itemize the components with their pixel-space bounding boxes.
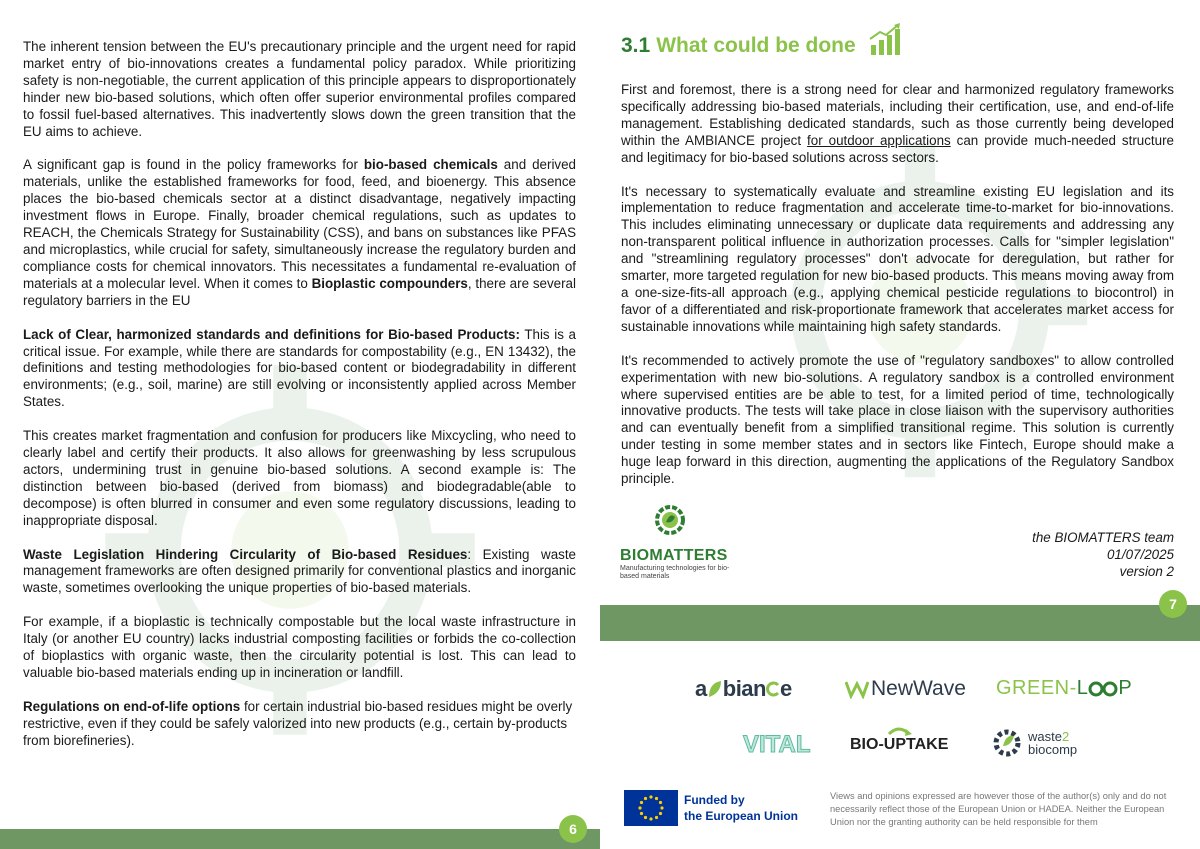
left-text-column <box>23 39 576 767</box>
logo-text: waste <box>1028 729 1062 744</box>
logo-text: L <box>1076 677 1089 699</box>
text-span: and derived materials, unlike the established frameworks for food, feed, and bioenergy. This absence places the bio-based chemicals sector at a distinct disadvantage, negatively impacting investment flows in Europe. Finally, broader chemical regulations, such as updates to REACH, the Chemicals Strategy for Sustainability (CSS), and bans on substances like PFAS and microplastics, while crucial for safety, simultaneously increase the regulatory burden and compliance costs for chemical innovators. This necessitates a fundamental re-evaluation of materials at a molecular level. When it comes to <box>23 157 577 291</box>
text-span: This is a critical issue. For example, while there are standards for compostability (e.g., EN 13432), the definitions and testing methodologies for bio-based content or biodegradability in different environments; (e.g., soil, marine) are still evolving or inconsistently applied across Member States. <box>23 326 576 410</box>
paragraph: For example, if a bioplastic is technically compostable but the local waste infrastructure in Italy (or another EU country) lacks industrial composting facilities or forbids the co-collection of bioplastics with organic waste, then the circularity potential is lost. This can lead to valuable bio-based materials ending up in incineration or landfill. <box>23 614 576 680</box>
biomatters-gear-icon <box>650 500 690 540</box>
eu-funding-text <box>684 792 798 824</box>
text-span: A significant gap is found in the policy frameworks for <box>23 157 364 173</box>
paragraph <box>23 699 576 750</box>
logo-text: a <box>695 676 707 701</box>
logo-text: bian <box>722 676 766 701</box>
bold-term: Lack of Clear, harmonized standards and definitions for Bio-based Products: <box>23 326 520 342</box>
logo-text: P <box>1118 677 1133 699</box>
signature-version: version 2 <box>1119 564 1174 579</box>
recycle-arrows-icon <box>886 726 912 736</box>
logo-text: NewWave <box>871 677 966 700</box>
signature-block <box>1032 529 1174 580</box>
paragraph: It's recommended to actively promote the use of "regulatory sandboxes" to allow controlled experimentation with new bio-solutions. A regulatory sandbox is a controlled environment where supervised entities are be able to test, for a limited period of time, technologically innovative products. The tests will take place in close liaison with the supervisory authorities and can eventually benefit from a simplified transitional regime. This solution is currently under testing in some member states and in sectors like Fintech, Europe should make a huge leap forward in this direction, augmenting the applications of the Regulatory Sandbox principle. <box>621 352 1174 487</box>
footer-bar <box>600 605 1200 641</box>
biomatters-logo <box>620 500 760 581</box>
biomatters-name: BIOMATTERS <box>620 547 728 564</box>
w-wave-icon <box>845 679 869 699</box>
waste2biocomp-logo <box>990 726 1077 760</box>
bold-term: Regulations on end-of-life options <box>23 698 241 714</box>
bold-term: bio-based chemicals <box>363 157 498 173</box>
text-span: : Existing waste management frameworks are often designed primarily for conventional plastics and inorganic waste, sometimes overlooking the unique properties of bio-based materials. <box>23 546 577 596</box>
page-number: 6 <box>559 815 587 843</box>
paragraph <box>23 547 576 598</box>
c-leaf-icon <box>766 680 780 698</box>
paragraph <box>23 157 576 309</box>
leaf-icon <box>707 679 723 699</box>
eu-line: the European Union <box>684 809 798 823</box>
biomatters-tagline: Manufacturing technologies for bio-based materials <box>620 565 730 580</box>
newwave-logo <box>845 677 966 701</box>
eu-flag-icon <box>624 790 678 826</box>
paragraph: It's necessary to systematically evaluate and streamline existing EU legislation and its implementation to reduce fragmentation and accelerate time-to-market for bio-innovations. This includes eliminating unnecessary or duplicate data requirements and addressing any non-transparent political influence in authorization processes. Calls for "simpler legislation" and "streamlining regulatory processes" don't advocate for deregulation, but rather for smarter, more targeted regulation for new bio-based products. This means moving away from a one-size-fits-all approach (e.g., applying chemical pesticide regulations to biocontrol) in favor of a differentiated and risk-proportionate framework that accelerates market access for sustainable innovations while maintaining high safety standards. <box>621 183 1174 334</box>
paragraph: The inherent tension between the EU's precautionary principle and the urgent need for rapid market entry of bio-innovations creates a fundamental policy paradox. While prioritizing safety is non-negotiable, the current application of this principle appears to disproportionately hinder new bio-based solutions, which often offer superior environmental profiles compared to fossil fuel-based alternatives. This inadvertently slows down the green transition that the EU aims to achieve. <box>23 39 576 139</box>
paragraph <box>23 327 576 412</box>
ambiance-logo <box>695 676 792 702</box>
page-number: 7 <box>1159 590 1187 618</box>
section-title: What could be done <box>656 34 856 57</box>
vital-logo <box>743 731 811 759</box>
underlined-link[interactable]: for outdoor applications <box>807 132 951 148</box>
growth-chart-icon <box>868 23 902 57</box>
bold-term: Bioplastic compounders <box>311 275 468 291</box>
eu-disclaimer: Views and opinions expressed are however those of the author(s) only and do not necessarily reflect those of the European Union or HADEA. Neither the European Union nor the granting authority can be held responsible for them <box>830 791 1167 828</box>
waste2biocomp-gear-icon <box>990 726 1024 760</box>
logo-text: 2 <box>1061 729 1070 744</box>
right-page <box>600 0 1200 849</box>
signature-team: the BIOMATTERS team <box>1032 530 1174 545</box>
section-heading <box>621 34 902 58</box>
bold-term: Waste Legislation Hindering Circularity of Bio-based Residues <box>23 546 468 562</box>
signature-date: 01/07/2025 <box>1106 547 1174 562</box>
biouptake-logo <box>850 726 948 754</box>
logo-text: GREEN- <box>996 677 1077 699</box>
eu-line: Funded by <box>684 793 745 807</box>
paragraph: This creates market fragmentation and confusion for producers like Mixcycling, who need to clearly label and certify their products. It also allows for greenwashing by less scrupulous actors, undermining trust in genuine bio-based solutions. A second example is: The distinction between bio-based (derived from biomass) and biodegradable(able to decompose) is often blurred in consumer and even some regulatory discussions, leading to inappropriate disposal. <box>23 428 576 528</box>
eu-stars-icon <box>624 790 678 826</box>
section-number: 3.1 <box>621 34 651 57</box>
paragraph <box>621 82 1174 167</box>
waste2biocomp-text <box>1028 730 1077 756</box>
text-span: , there are several regulatory barriers in the EU <box>23 275 576 308</box>
text-span: for certain industrial bio-based residues might be overly restrictive, even if they could be safely valorized into new products (e.g., certain by-products from biorefineries). <box>23 698 573 748</box>
greenloop-logo <box>996 677 1132 700</box>
logo-text: e <box>779 676 792 701</box>
text-span: can provide much-needed structure and legitimacy for bio-based solutions across sectors. <box>621 132 1175 165</box>
loop-icon <box>1088 680 1118 698</box>
eu-funding-badge <box>624 790 798 826</box>
right-text-column <box>621 82 1174 505</box>
text-span: First and foremost, there is a strong need for clear and harmonized regulatory frameworks specifically addressing bio-based materials, including their certification, use, and end-of-life management. Establishing dedicated standards, such as those currently being developed within the AMBIANCE project <box>621 82 1174 148</box>
logo-text: BIO-UPTAKE <box>850 736 949 753</box>
logo-text: VITAL <box>743 731 811 758</box>
logo-text: biocomp <box>1028 742 1078 757</box>
footer-bar <box>0 829 600 849</box>
